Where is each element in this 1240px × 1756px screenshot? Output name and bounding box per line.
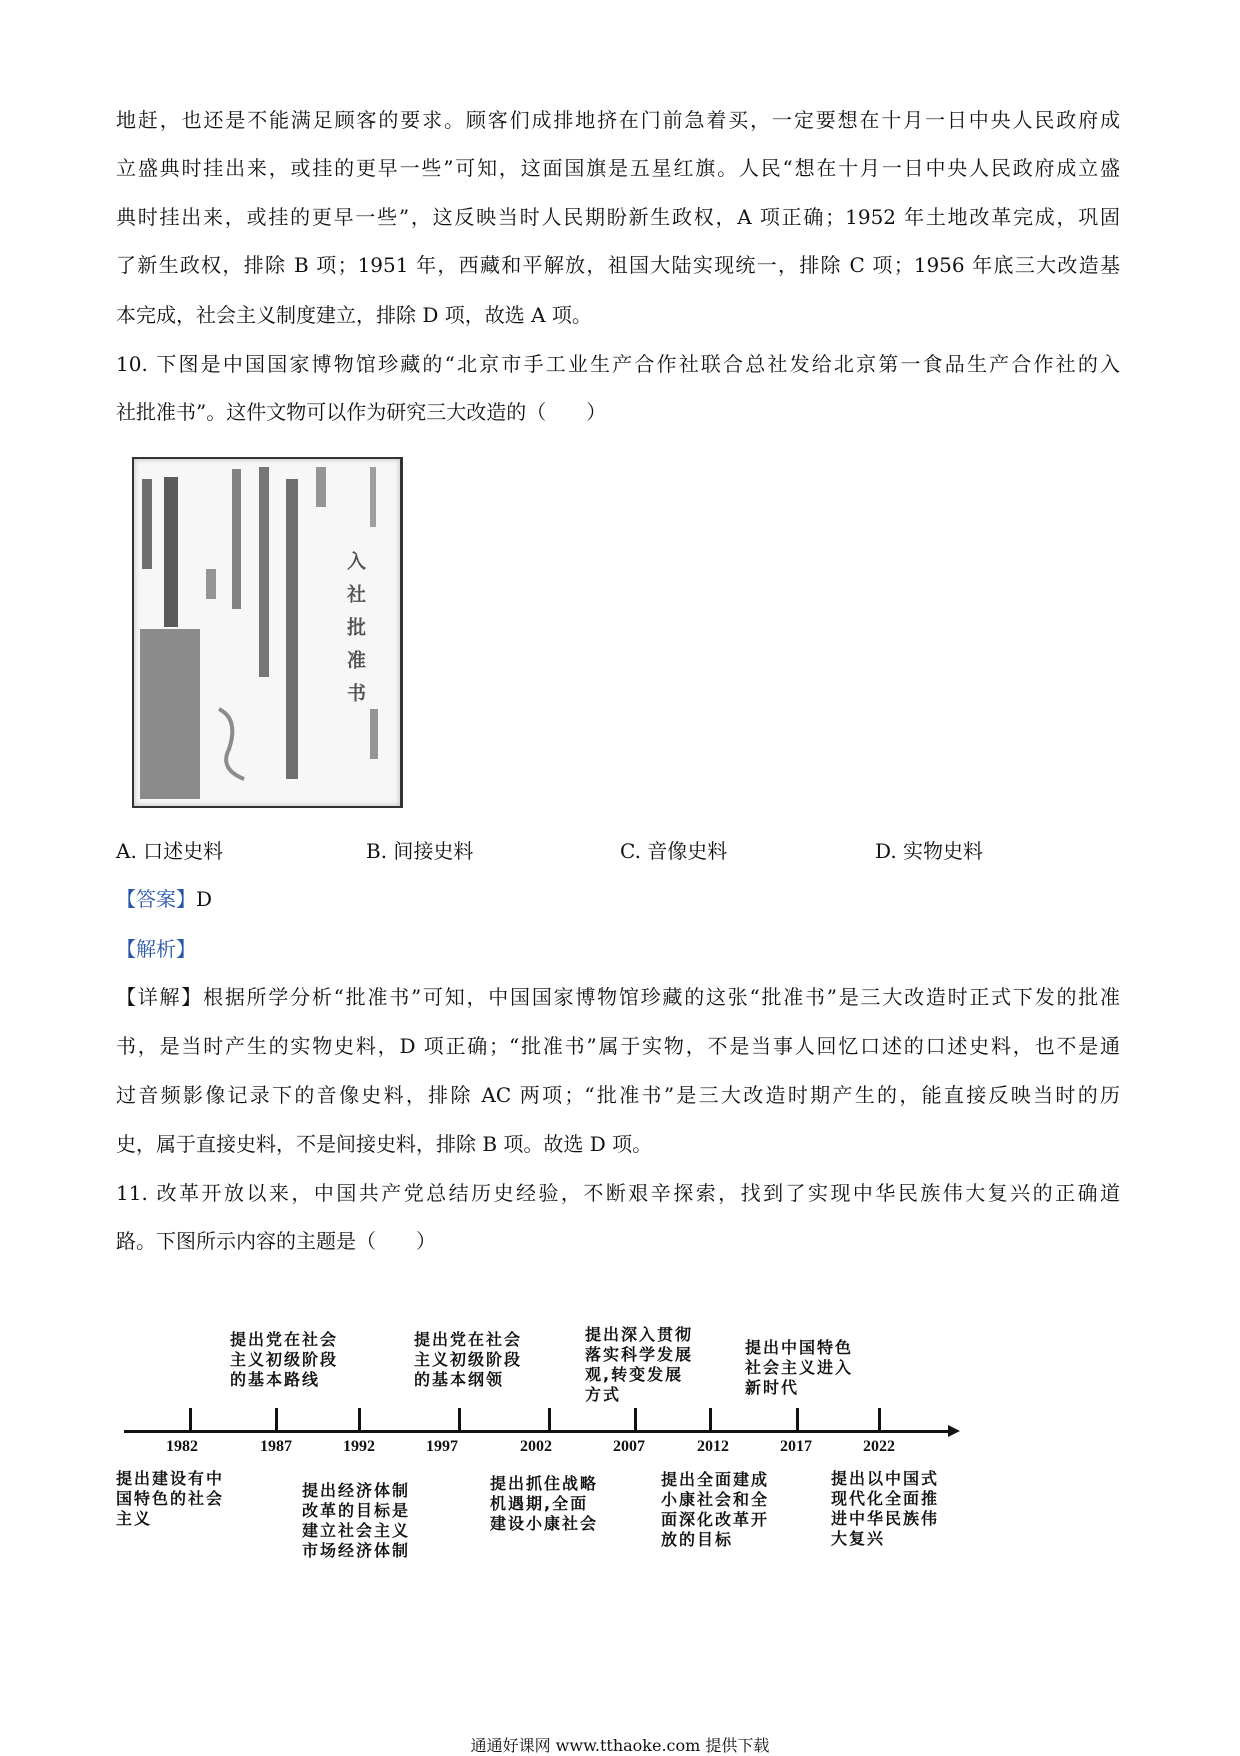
timeline-tick bbox=[634, 1408, 637, 1431]
detail-line: 书，是当时产生的实物史料，D 项正确；“批准书”属于实物，不是当事人回忆口述的口述史料，也不是通 bbox=[116, 1034, 1120, 1058]
certificate-title: 入社批准书 bbox=[344, 551, 366, 716]
timeline-event-above: 提出党在社会主义初级阶段的基本路线 bbox=[230, 1330, 339, 1389]
answer-label: 【答案】 bbox=[116, 887, 196, 911]
timeline-year: 2022 bbox=[863, 1438, 895, 1455]
timeline-tick bbox=[548, 1408, 551, 1431]
question-10-stem: 社批准书”。这件文物可以作为研究三大改造的（ ） bbox=[116, 400, 607, 424]
timeline-tick bbox=[458, 1408, 461, 1431]
paragraph-line: 了新生政权，排除 B 项；1951 年，西藏和平解放，祖国大陆实现统一，排除 C 项；1956 年底三大改造基 bbox=[116, 253, 1120, 277]
timeline-year: 2012 bbox=[697, 1438, 729, 1455]
detail-text: 根据所学分析“批准书”可知，中国国家博物馆珍藏的这张“批准书”是三大改造时正式下发的批准 bbox=[203, 985, 1120, 1009]
timeline-event-below: 提出经济体制改革的目标是建立社会主义市场经济体制 bbox=[302, 1481, 411, 1560]
timeline-tick bbox=[796, 1408, 799, 1431]
timeline-tick bbox=[189, 1408, 192, 1431]
timeline-year: 2002 bbox=[520, 1438, 552, 1455]
paragraph-line: 地赶，也还是不能满足顾客的要求。顾客们成排地挤在门前急着买，一定要想在十月一日中央人民政府成 bbox=[116, 108, 1120, 132]
option-b: B. 间接史料 bbox=[366, 839, 474, 863]
page-footer: 通通好课网 www.tthaoke.com 提供下载 bbox=[470, 1736, 770, 1755]
paragraph-line: 立盛典时挂出来，或挂的更早一些”可知，这面国旗是五星红旗。人民“想在十月一日中央人民政府成立盛 bbox=[116, 156, 1120, 180]
timeline-event-above: 提出党在社会主义初级阶段的基本纲领 bbox=[414, 1330, 523, 1389]
question-11-stem: 路。下图所示内容的主题是（ ） bbox=[116, 1229, 436, 1253]
timeline-year: 1982 bbox=[166, 1438, 198, 1455]
timeline-axis bbox=[124, 1430, 950, 1433]
arrow-right-icon bbox=[948, 1425, 960, 1437]
timeline-event-below: 提出抓住战略机遇期,全面建设小康社会 bbox=[490, 1474, 599, 1533]
question-10-stem: 10. 下图是中国国家博物馆珍藏的“北京市手工业生产合作社联合总社发给北京第一食品生产合作社的入 bbox=[116, 352, 1120, 376]
analysis-label: 【解析】 bbox=[116, 937, 196, 961]
timeline-event-above: 提出中国特色社会主义进入新时代 bbox=[745, 1338, 854, 1397]
paragraph-line: 本完成，社会主义制度建立，排除 D 项，故选 A 项。 bbox=[116, 303, 592, 327]
detail-line: 过音频影像记录下的音像史料，排除 AC 两项；“批准书”是三大改造时期产生的，能直接反映当时的历 bbox=[116, 1083, 1120, 1107]
timeline-event-below: 提出全面建成小康社会和全面深化改革开放的目标 bbox=[661, 1470, 770, 1549]
detail-line bbox=[116, 984, 1120, 1010]
timeline-year: 1987 bbox=[260, 1438, 292, 1455]
option-a: A. 口述史料 bbox=[116, 839, 224, 863]
paragraph-line: 典时挂出来，或挂的更早一些”，这反映当时人民期盼新生政权，A 项正确；1952 年土地改革完成，巩固 bbox=[116, 205, 1120, 229]
timeline-tick bbox=[709, 1408, 712, 1431]
timeline-year: 1992 bbox=[343, 1438, 375, 1455]
timeline-year: 2007 bbox=[613, 1438, 645, 1455]
admission-certificate-image bbox=[132, 457, 403, 808]
timeline-tick bbox=[358, 1408, 361, 1431]
timeline-tick bbox=[878, 1408, 881, 1431]
timeline-year: 1997 bbox=[426, 1438, 458, 1455]
timeline-event-above: 提出深入贯彻落实科学发展观,转变发展方式 bbox=[585, 1325, 694, 1404]
answer-line bbox=[116, 886, 1120, 912]
answer-value: D bbox=[196, 887, 213, 911]
timeline-event-below: 提出建设有中国特色的社会主义 bbox=[116, 1469, 225, 1528]
option-c: C. 音像史料 bbox=[620, 839, 728, 863]
detail-line: 史，属于直接史料，不是间接史料，排除 B 项。故选 D 项。 bbox=[116, 1132, 653, 1156]
detail-label: 【详解】 bbox=[116, 985, 204, 1009]
timeline-event-below: 提出以中国式现代化全面推进中华民族伟大复兴 bbox=[831, 1469, 940, 1548]
timeline-year: 2017 bbox=[780, 1438, 812, 1455]
timeline-tick bbox=[275, 1408, 278, 1431]
option-d: D. 实物史料 bbox=[875, 839, 984, 863]
question-11-stem: 11. 改革开放以来，中国共产党总结历史经验，不断艰辛探索，找到了实现中华民族伟大复兴的正确道 bbox=[116, 1181, 1120, 1205]
